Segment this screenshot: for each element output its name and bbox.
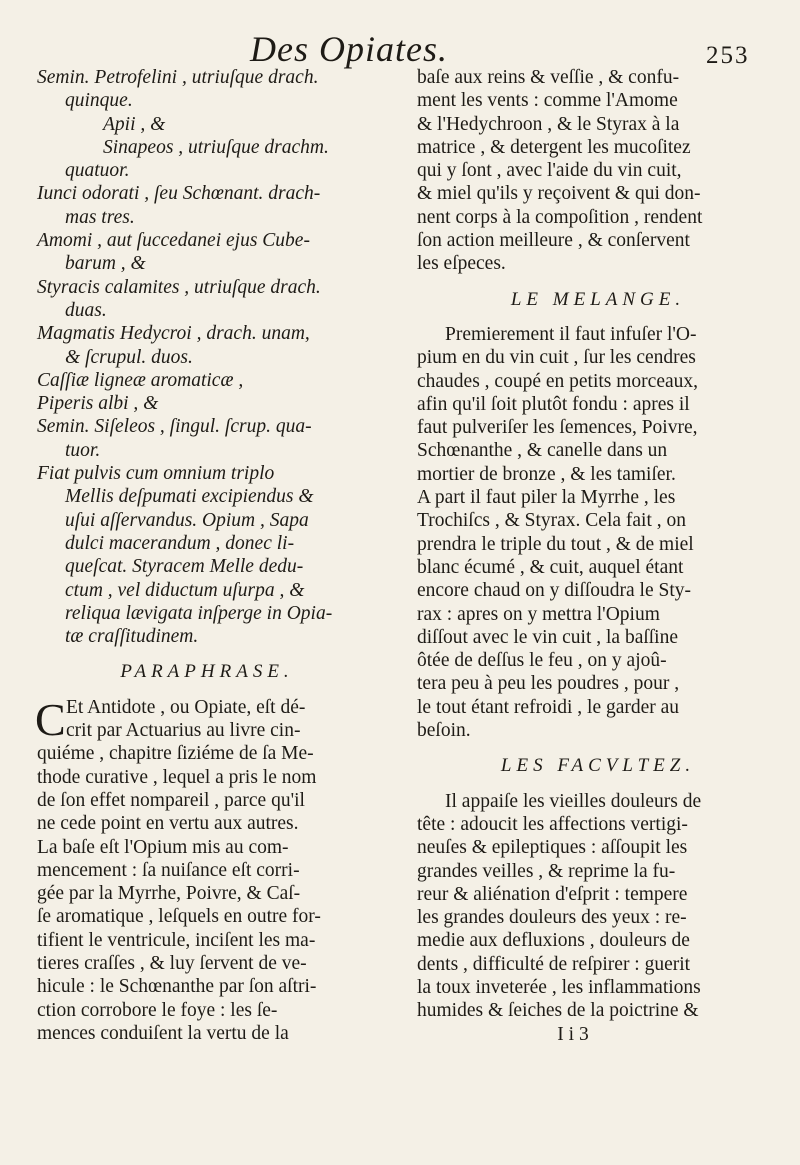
paragraph-line: quiéme , chapitre ſiziéme de ſa Me- bbox=[37, 743, 314, 765]
recipe-line: Sinapeos , utriuſque drachm. bbox=[103, 136, 329, 158]
paragraph-line: Premierement il faut infuſer l'O- bbox=[445, 323, 697, 345]
paragraph-line: qui y ſont , avec l'aide du vin cuit, bbox=[417, 160, 682, 182]
paragraph-line: & miel qu'ils y reçoivent & qui don- bbox=[417, 183, 701, 205]
paragraph-line: Trochiſcs , & Styrax. Cela fait , on bbox=[417, 510, 687, 532]
recipe-line: tuor. bbox=[65, 439, 101, 461]
recipe-line: Amomi , aut ſuccedanei ejus Cube- bbox=[37, 230, 310, 252]
paragraph-line: blanc écumé , & cuit, auquel étant bbox=[417, 556, 684, 578]
paragraph-line: prendra le triple du tout , & de miel bbox=[417, 533, 694, 555]
running-head: Des Opiates. bbox=[250, 29, 448, 69]
page-number: 253 bbox=[706, 42, 750, 69]
paragraph-line: tête : adoucit les affections vertigi- bbox=[417, 813, 688, 835]
recipe-line: duas. bbox=[65, 299, 107, 321]
paragraph-line: La baſe eſt l'Opium mis au com- bbox=[37, 836, 289, 858]
signature-mark: I i 3 bbox=[557, 1023, 589, 1045]
paragraph-line: crit par Actuarius au livre cin- bbox=[66, 720, 301, 742]
paragraph-line: chaudes , coupé en petits morceaux, bbox=[417, 370, 699, 392]
paragraph-line: les eſpeces. bbox=[417, 253, 506, 275]
recipe-line: tæ craſſitudinem. bbox=[65, 626, 199, 648]
paragraph-line: medie aux defluxions , douleurs de bbox=[417, 930, 690, 952]
recipe-line: Iunci odorati , ſeu Schœnant. drach- bbox=[37, 183, 321, 205]
drop-cap: C bbox=[35, 693, 66, 745]
paragraph-line: grandes veilles , & reprime la fu- bbox=[417, 860, 676, 882]
paragraph-line: nent corps à la compoſition , rendent bbox=[417, 206, 703, 228]
paragraph-line: ſon action meilleure , & conſervent bbox=[417, 230, 690, 252]
paragraph-line: & l'Hedychroon , & le Styrax à la bbox=[417, 113, 680, 135]
recipe-line: Mellis deſpumati excipiendus & bbox=[65, 486, 314, 508]
paragraph-line: ne cede point en vertu aux autres. bbox=[37, 813, 299, 835]
paragraph-line: mences conduiſent la vertu de la bbox=[37, 1022, 289, 1044]
paragraph-line: Schœnanthe , & canelle dans un bbox=[417, 440, 668, 462]
facultez-paragraph bbox=[417, 790, 779, 1023]
paragraph-line: rax : apres on y mettra l'Opium bbox=[417, 603, 660, 625]
page-header bbox=[0, 28, 800, 69]
paragraph-line: Et Antidote , ou Opiate, eſt dé- bbox=[66, 696, 306, 718]
paragraph-line: thode curative , lequel a pris le nom bbox=[37, 766, 317, 788]
paragraph-line: neuſes & epileptiques : aſſoupit les bbox=[417, 837, 688, 859]
paragraph-line: dents , difficulté de reſpirer : guerit bbox=[417, 953, 691, 975]
left-column bbox=[37, 66, 377, 1045]
paraphrase-paragraph bbox=[35, 693, 377, 1045]
recipe-line: ctum , vel diductum uſurpa , & bbox=[65, 579, 305, 601]
paragraph-line: reur & aliénation d'eſprit : tempere bbox=[417, 883, 688, 905]
recipe-line: & ſcrupul. duos. bbox=[65, 346, 193, 368]
recipe-line: Fiat pulvis cum omnium triplo bbox=[37, 463, 275, 485]
paragraph-line: mortier de bronze , & les tamiſer. bbox=[417, 463, 676, 485]
paragraph-line: Il appaiſe les vieilles douleurs de bbox=[445, 790, 702, 812]
paragraph-line: tieres craſſes , & luy ſervent de ve- bbox=[37, 952, 307, 974]
recipe-line: Apii , & bbox=[103, 113, 166, 135]
right-column bbox=[417, 66, 779, 1046]
melange-paragraph bbox=[417, 323, 779, 742]
section-heading-melange: LE MELANGE. bbox=[510, 288, 686, 310]
paragraph-line: le tout étant refroidi , le garder au bbox=[417, 696, 680, 718]
paragraph-line: faut pulveriſer les ſemences, Poivre, bbox=[417, 417, 698, 439]
recipe-line: barum , & bbox=[65, 253, 146, 275]
paragraph-line: ſe aromatique , leſquels en outre for- bbox=[37, 906, 321, 928]
recipe-line: quinque. bbox=[65, 90, 133, 112]
paragraph-line: tera peu à peu les poudres , pour , bbox=[417, 673, 680, 695]
recipe-line: uſui aſſervandus. Opium , Sapa bbox=[65, 509, 309, 531]
section-heading-paraphrase: PARAPHRASE. bbox=[120, 661, 294, 683]
paragraph-line: diſſout avec le vin cuit , la baſſine bbox=[417, 626, 679, 648]
paragraph-line: humides & ſeiches de la poictrine & bbox=[417, 1000, 699, 1022]
paragraph-line: de ſon effet nompareil , parce qu'il bbox=[37, 789, 305, 811]
recipe-line: Semin. Petrofelini , utriuſque drach. bbox=[37, 67, 319, 88]
recipe-line: Piperis albi , & bbox=[37, 393, 159, 415]
intro-paragraph bbox=[417, 66, 779, 276]
recipe-line: quatuor. bbox=[65, 160, 130, 182]
recipe-block bbox=[37, 66, 377, 648]
recipe-line: mas tres. bbox=[65, 206, 135, 228]
paragraph-line: tifient le ventricule, inciſent les ma- bbox=[37, 929, 316, 951]
paragraph-line: pium en du vin cuit , ſur les cendres bbox=[417, 347, 696, 369]
paragraph-line: les grandes douleurs des yeux : re- bbox=[417, 907, 687, 929]
paragraph-line: la toux inveterée , les inflammations bbox=[417, 976, 701, 998]
paragraph-line: matrice , & detergent les mucoſitez bbox=[417, 136, 691, 158]
recipe-line: reliqua lævigata inſperge in Opia- bbox=[65, 602, 333, 624]
paragraph-line: gée par la Myrrhe, Poivre, & Caſ- bbox=[37, 883, 301, 905]
recipe-line: Semin. Siſeleos , ſingul. ſcrup. qua- bbox=[37, 416, 312, 438]
recipe-line: Magmatis Hedycroi , drach. unam, bbox=[37, 323, 310, 345]
paragraph-line: baſe aux reins & veſſie , & confu- bbox=[417, 67, 680, 88]
recipe-line: Styracis calamites , utriuſque drach. bbox=[37, 276, 321, 298]
paragraph-line: hicule : le Schœnanthe par ſon aſtri- bbox=[37, 976, 317, 998]
paragraph-line: afin qu'il ſoit plutôt fondu : apres il bbox=[417, 393, 690, 415]
paragraph-line: encore chaud on y diſſoudra le Sty- bbox=[417, 580, 691, 602]
paragraph-line: ction corrobore le foye : les ſe- bbox=[37, 999, 278, 1021]
paragraph-line: ment les vents : comme l'Amome bbox=[417, 90, 678, 112]
section-heading-facultez: LES FACVLTEZ. bbox=[500, 755, 696, 777]
recipe-line: Caſſiæ ligneæ aromaticæ , bbox=[37, 369, 244, 391]
paragraph-line: A part il faut piler la Myrrhe , les bbox=[417, 487, 676, 509]
recipe-line: dulci macerandum , donec li- bbox=[65, 532, 295, 554]
recipe-line: queſcat. Styracem Melle dedu- bbox=[65, 556, 304, 578]
paragraph-line: beſoin. bbox=[417, 720, 471, 742]
paragraph-line: ôtée de deſſus le feu , on y ajoû- bbox=[417, 650, 667, 672]
paragraph-line: mencement : ſa nuiſance eſt corri- bbox=[37, 859, 300, 881]
